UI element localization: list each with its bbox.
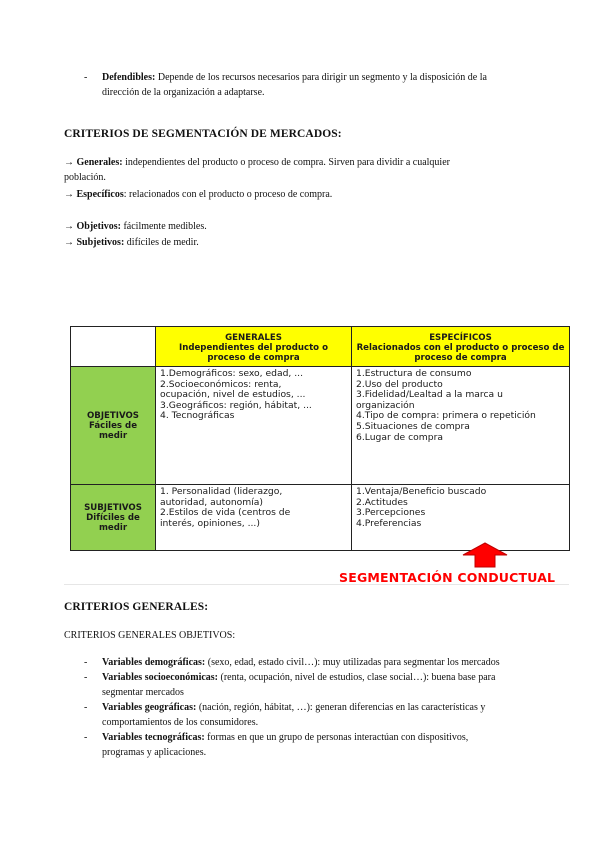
especificos-line (64, 187, 534, 202)
row-label-objetivos: OBJETIVOS Fáciles de medir (71, 367, 156, 485)
segmentation-table (70, 326, 569, 550)
arrow-icon: → (64, 157, 74, 168)
arrow-icon: → (64, 221, 74, 232)
objetivos-term: Objetivos: (76, 221, 121, 232)
list-item: - Variables tecnográficas: formas en que un grupo de personas interactúan con dispositivos, programas y aplicaciones. (84, 732, 469, 758)
list-item: - Variables demográficas: (sexo, edad, estado civil…): muy utilizadas para segmentar los mercados (84, 657, 500, 668)
subjetivos-term: Subjetivos: (76, 237, 125, 248)
cell-subjetivos-especificos: 1.Ventaja/Beneficio buscado 2.Actitudes 3.Percepciones 4.Preferencias (352, 485, 570, 551)
defendibles-text-2: dirección de la organización a adaptarse. (102, 87, 265, 98)
item-text-1: (renta, ocupación, nivel de estudios, clase social…): buena base para (218, 672, 496, 683)
header-especificos: ESPECÍFICOS Relacionados con el producto o proceso de proceso de compra (352, 327, 570, 367)
defendibles-bullet (84, 70, 534, 100)
cell-objetivos-especificos: 1.Estructura de consumo 2.Uso del producto 3.Fidelidad/Lealtad a la marca u organización 4.Tipo de compra: primera o repetición 5.Situaciones de compra 6.Lugar de compra (352, 367, 570, 485)
item-text-2: segmentar mercados (102, 687, 184, 698)
subjetivos-line (64, 235, 534, 250)
section-heading-segmentacion: CRITERIOS DE SEGMENTACIÓN DE MERCADOS: (64, 128, 342, 140)
bullet-dash: - (84, 72, 88, 83)
subjetivos-text: difíciles de medir. (124, 237, 199, 248)
item-text-1: (nación, región, hábitat, …): generan diferencias en las características y (196, 702, 486, 713)
defendibles-term: Defendibles: (102, 72, 156, 83)
especificos-text: : relacionados con el producto o proceso de compra. (123, 189, 333, 200)
cell-objetivos-generales: 1.Demográficos: sexo, edad, ... 2.Socioeconómicos: renta, ocupación, nivel de estudios, ... 3.Geográficos: región, hábitat, ... 4. Tecnográficas (156, 367, 352, 485)
item-text-2: programas y aplicaciones. (102, 747, 207, 758)
objetivos-line (64, 219, 534, 234)
table-corner-cell (71, 327, 156, 367)
section-heading-criterios-generales: CRITERIOS GENERALES: (64, 601, 209, 613)
list-item: - Variables geográficas: (nación, región, hábitat, …): generan diferencias en las características y comportamientos de los consumidores. (84, 702, 486, 728)
arrow-icon: → (64, 189, 74, 200)
arrow-icon: → (64, 237, 74, 248)
item-text-1: (sexo, edad, estado civil…): muy utilizadas para segmentar los mercados (205, 657, 500, 668)
generales-text-2: población. (64, 172, 106, 183)
header-generales: GENERALES Independientes del producto o proceso de compra (156, 327, 352, 367)
item-text-2: comportamientos de los consumidores. (102, 717, 259, 728)
list-item: - Variables socioeconómicas: (renta, ocupación, nivel de estudios, clase social…): buena base para segmentar mercados (84, 672, 496, 698)
generales-line (64, 155, 534, 185)
row-label-subjetivos: SUBJETIVOS Difíciles de medir (71, 485, 156, 551)
divider (64, 584, 569, 585)
segmentacion-conductual-label: SEGMENTACIÓN CONDUCTUAL (339, 570, 556, 585)
item-term: Variables socioeconómicas: (102, 672, 219, 683)
item-term: Variables tecnográficas: (102, 732, 205, 743)
item-text-1: formas en que un grupo de personas interactúan con dispositivos, (204, 732, 469, 743)
red-up-arrow-icon (462, 542, 508, 568)
generales-term: Generales: (76, 157, 123, 168)
especificos-term: Específicos (76, 189, 124, 200)
item-term: Variables demográficas: (102, 657, 206, 668)
objetivos-text: fácilmente medibles. (120, 221, 207, 232)
generales-text-1: independientes del producto o proceso de compra. Sirven para dividir a cualquier (122, 157, 450, 168)
defendibles-text-1: Depende de los recursos necesarios para dirigir un segmento y la disposición de la (155, 72, 487, 83)
cell-subjetivos-generales: 1. Personalidad (liderazgo, autoridad, autonomía) 2.Estilos de vida (centros de interés, opiniones, ...) (156, 485, 352, 551)
subheading-criterios-objetivos: CRITERIOS GENERALES OBJETIVOS: (64, 630, 236, 641)
item-term: Variables geográficas: (102, 702, 197, 713)
